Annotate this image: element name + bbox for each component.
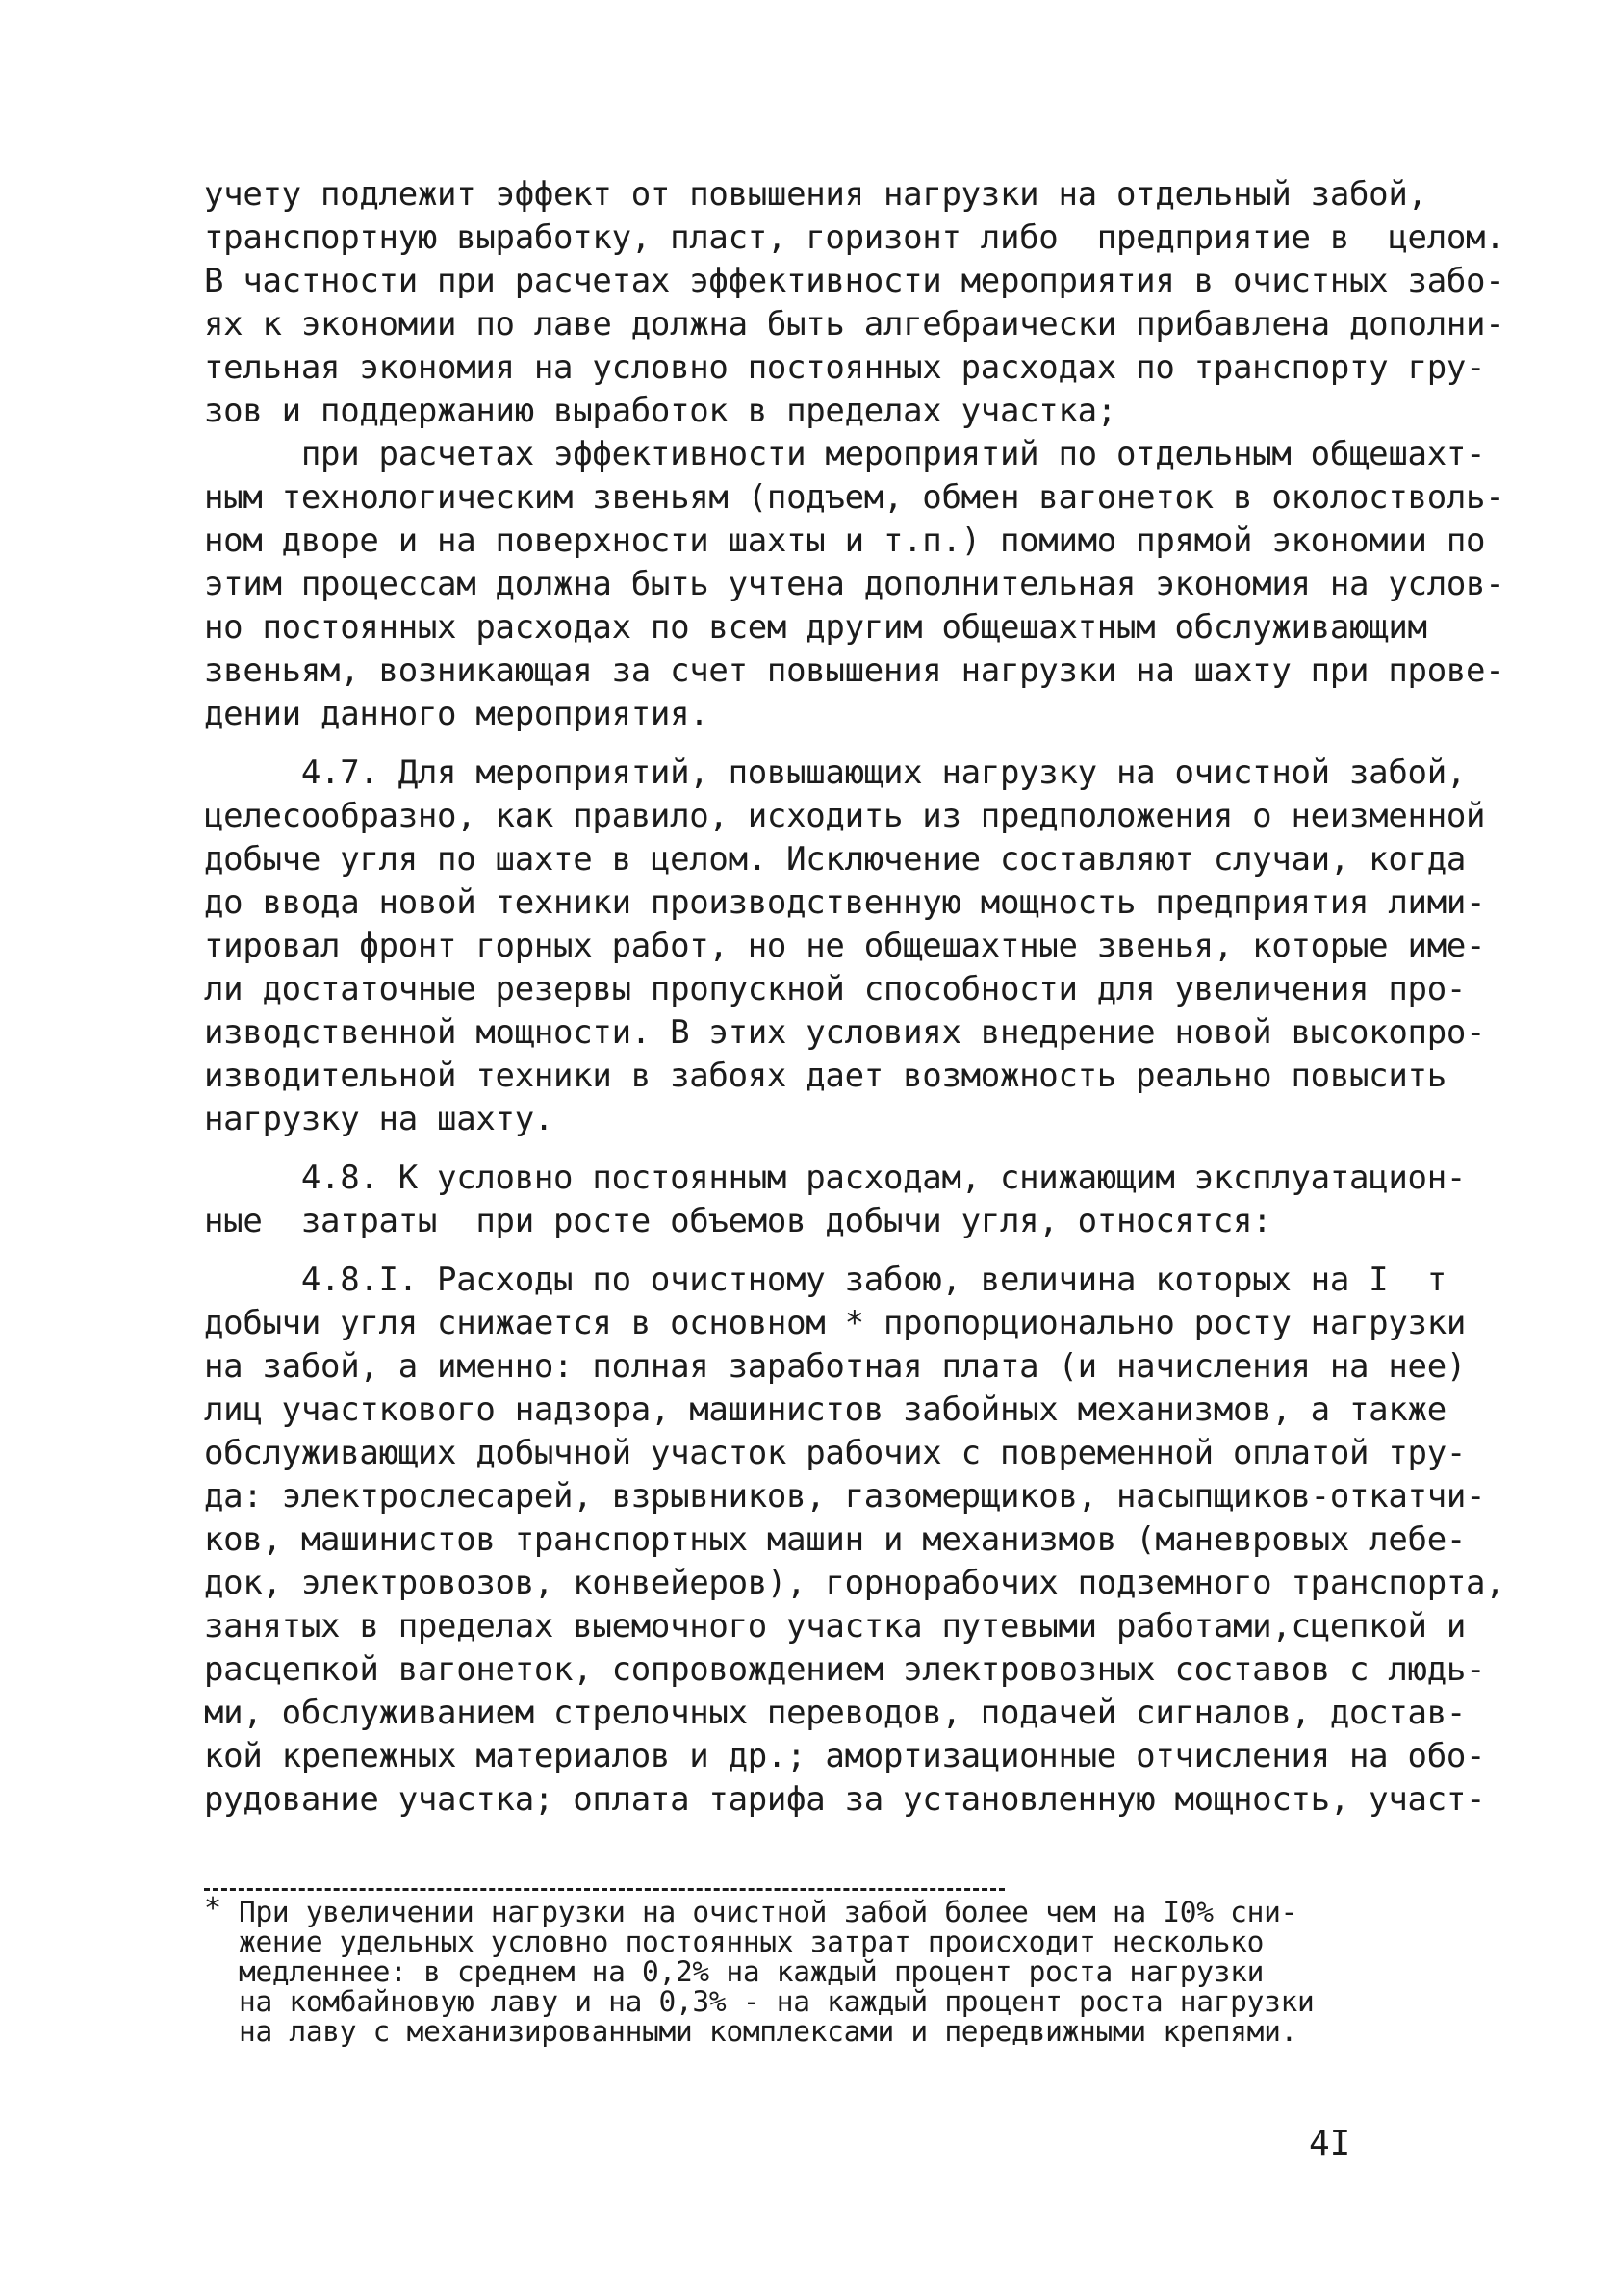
text-line: обслуживающих добычной участок рабочих с повременной оплатой тру- bbox=[204, 1434, 1467, 1472]
text-line: расцепкой вагонеток, сопровождением электровозных составов с людь- bbox=[204, 1650, 1486, 1689]
text-line: этим процессам должна быть учтена дополнительная экономия на услов- bbox=[204, 565, 1505, 603]
footnote-line: жение удельных условно постоянных затрат происходит несколько bbox=[239, 1926, 1265, 1958]
body-text bbox=[204, 173, 1505, 1822]
text-line: учету подлежит эффект от повышения нагрузки на отдельный забой, bbox=[204, 175, 1427, 214]
text-line: ные затраты при росте объемов добычи угля, относятся: bbox=[204, 1202, 1272, 1240]
paragraph-gap bbox=[204, 736, 1446, 752]
text-line: нагрузку на шахту. bbox=[204, 1100, 554, 1138]
text-line: дении данного мероприятия. bbox=[204, 695, 709, 733]
text-line: лиц участкового надзора, машинистов забойных механизмов, а также bbox=[204, 1390, 1447, 1429]
text-line: при расчетах эффективности мероприятий по отдельным общешахт- bbox=[204, 435, 1486, 473]
footnote-line: медленнее: в среднем на 0,2% на каждый процент роста нагрузки bbox=[239, 1955, 1265, 1988]
text-line: ли достаточные резервы пропускной способности для увеличения про- bbox=[204, 970, 1467, 1008]
text-line: добычи угля снижается в основном * пропорционально росту нагрузки bbox=[204, 1304, 1467, 1342]
footnote-line: на комбайновую лаву и на 0,3% - на каждый процент роста нагрузки bbox=[239, 1985, 1315, 2018]
text-line: изводственной мощности. В этих условиях внедрение новой высокопро- bbox=[204, 1013, 1486, 1052]
text-line: занятых в пределах выемочного участка путевыми работами,сцепкой и bbox=[204, 1607, 1467, 1645]
text-line: ном дворе и на поверхности шахты и т.п.) помимо прямой экономии по bbox=[204, 522, 1486, 560]
text-line: 4.8. К условно постоянным расходам, снижающим эксплуатацион- bbox=[204, 1159, 1467, 1197]
text-line: но постоянных расходах по всем другим общешахтным обслуживающим bbox=[204, 608, 1427, 647]
text-line: 4.7. Для мероприятий, повышающих нагрузку на очистной забой, bbox=[204, 753, 1467, 792]
text-line: кой крепежных материалов и др.; амортизационные отчисления на обо- bbox=[204, 1737, 1486, 1775]
footnote bbox=[204, 1892, 1446, 2048]
footnote-separator bbox=[204, 1888, 1005, 1891]
text-line: В частности при расчетах эффективности мероприятия в очистных забо- bbox=[204, 262, 1505, 300]
text-line: ным технологическим звеньям (подъем, обмен вагонеток в околостволь- bbox=[204, 478, 1505, 517]
footnote-line: на лаву с механизированными комплексами и передвижными крепями. bbox=[239, 2015, 1298, 2048]
text-line: ях к экономии по лаве должна быть алгебраически прибавлена дополни- bbox=[204, 305, 1505, 344]
paragraph-gap bbox=[204, 1243, 1446, 1259]
page-number: 4I bbox=[1309, 2124, 1351, 2163]
footnote-marker: * bbox=[204, 1892, 221, 1926]
text-line: рудование участка; оплата тарифа за установленную мощность, участ- bbox=[204, 1780, 1486, 1819]
text-line: тировал фронт горных работ, но не общешахтные звенья, которые име- bbox=[204, 927, 1486, 965]
text-line: на забой, а именно: полная заработная плата (и начисления на нее) bbox=[204, 1347, 1467, 1386]
text-line: да: электрослесарей, взрывников, газомерщиков, насыпщиков-откатчи- bbox=[204, 1477, 1486, 1516]
text-line: целесообразно, как правило, исходить из предположения о неизменной bbox=[204, 797, 1486, 835]
text-line: док, электровозов, конвейеров), горнорабочих подземного транспорта, bbox=[204, 1564, 1505, 1602]
footnote-line: При увеличении нагрузки на очистной забой более чем на I0% сни- bbox=[239, 1896, 1298, 1928]
text-line: зов и поддержанию выработок в пределах участка; bbox=[204, 392, 1116, 430]
text-line: транспортную выработку, пласт, горизонт либо предприятие в целом. bbox=[204, 218, 1505, 257]
text-line: до ввода новой техники производственную мощность предприятия лими- bbox=[204, 883, 1486, 922]
text-line: ми, обслуживанием стрелочных переводов, подачей сигналов, достав- bbox=[204, 1694, 1467, 1732]
text-line: тельная экономия на условно постоянных расходах по транспорту гру- bbox=[204, 348, 1486, 387]
text-line: 4.8.I. Расходы по очистному забою, величина которых на I т bbox=[204, 1261, 1447, 1299]
text-line: звеньям, возникающая за счет повышения нагрузки на шахту при прове- bbox=[204, 651, 1505, 690]
text-line: ков, машинистов транспортных машин и механизмов (маневровых лебе- bbox=[204, 1520, 1467, 1559]
text-line: добыче угля по шахте в целом. Исключение составляют случаи, когда bbox=[204, 840, 1467, 879]
paragraph-gap bbox=[204, 1141, 1446, 1157]
text-line: изводительной техники в забоях дает возможность реально повысить bbox=[204, 1057, 1447, 1095]
